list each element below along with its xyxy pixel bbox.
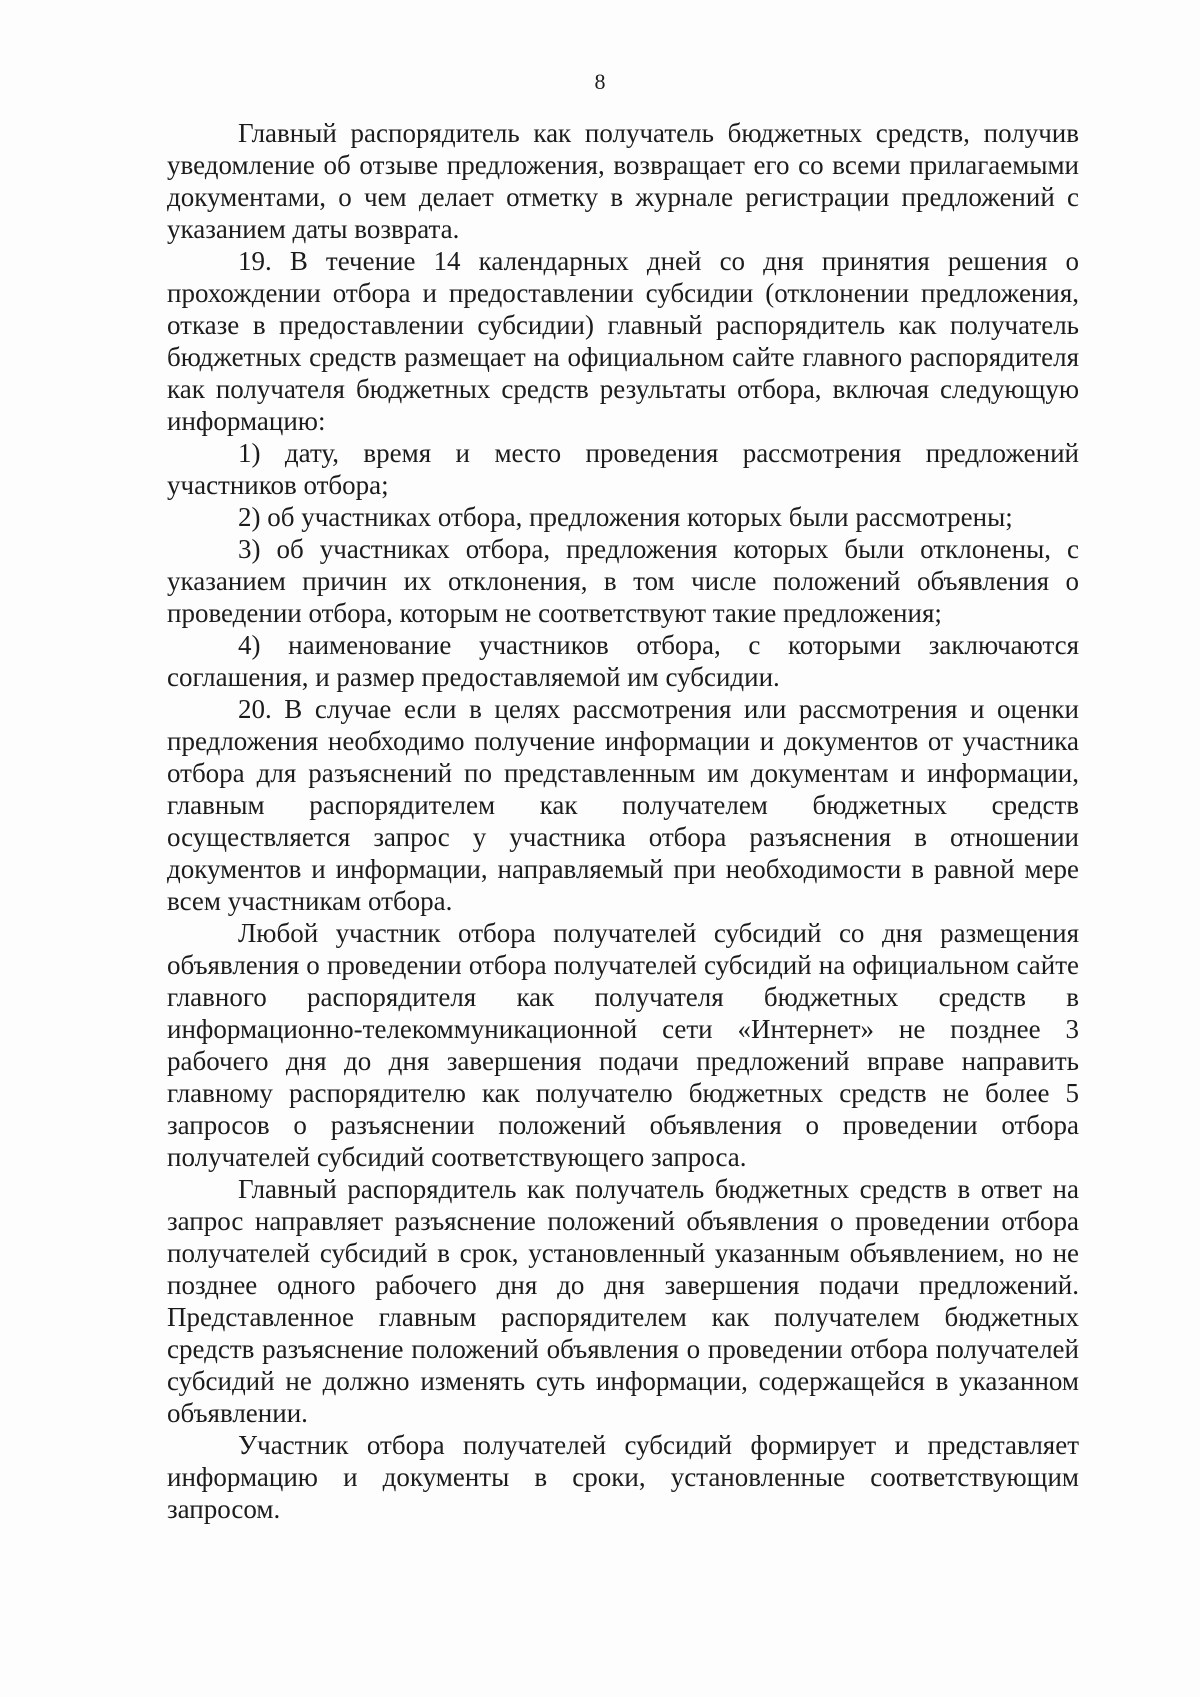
paragraph-clarification-response: Главный распорядитель как получатель бюджетных средств в ответ на запрос направляет разъяснение положений объявления о проведении отбора получателей субсидий в срок, установленный указанным объявлением, но не позднее одного рабочего дня до дня завершения подачи предложений. Представленное главным распорядителем как получателем бюджетных средств разъяснение положений объявления о проведении отбора получателей субсидий не должно изменять суть информации, содержащейся в указанном объявлении. [167,1174,1079,1428]
list-item-1: 1) дату, время и место проведения рассмотрения предложений участников отбора; [167,438,1079,500]
list-item-4: 4) наименование участников отбора, с которыми заключаются соглашения, и размер предоставляемой им субсидии. [167,630,1079,692]
paragraph-notice-return: Главный распорядитель как получатель бюджетных средств, получив уведомление об отзыве предложения, возвращает его со всеми прилагаемыми документами, о чем делает отметку в журнале регистрации предложений с указанием даты возврата. [167,118,1079,244]
page-number: 8 [594,69,606,94]
list-item-3: 3) об участниках отбора, предложения которых были отклонены, с указанием причин их отклонения, в том числе положений объявления о проведении отбора, которым не соответствуют такие предложения; [167,534,1079,628]
paragraph-19: 19. В течение 14 календарных дней со дня принятия решения о прохождении отбора и предоставлении субсидии (отклонении предложения, отказе в предоставлении субсидии) главный распорядитель как получатель бюджетных средств размещает на официальном сайте главного распорядителя как получателя бюджетных средств результаты отбора, включая следующую информацию: [167,246,1079,436]
document-body [167,117,1079,1525]
list-item-2: 2) об участниках отбора, предложения которых были рассмотрены; [238,502,1013,532]
paragraph-clarification-requests: Любой участник отбора получателей субсидий со дня размещения объявления о проведении отбора получателей субсидий на официальном сайте главного распорядителя как получателя бюджетных средств в информационно-телекоммуникационной сети «Интернет» не позднее 3 рабочего дня до дня завершения подачи предложений вправе направить главному распорядителю как получателю бюджетных средств не более 5 запросов о разъяснении положений объявления о проведении отбора получателей субсидий соответствующего запроса. [167,918,1079,1172]
paragraph-20: 20. В случае если в целях рассмотрения или рассмотрения и оценки предложения необходимо получение информации и документов от участника отбора для разъяснений по представленным им документам и информации, главным распорядителем как получателем бюджетных средств осуществляется запрос у участника отбора разъяснения в отношении документов и информации, направляемый при необходимости в равной мере всем участникам отбора. [167,694,1079,916]
paragraph-participant-documents: Участник отбора получателей субсидий формирует и представляет информацию и документы в сроки, установленные соответствующим запросом. [167,1430,1079,1524]
